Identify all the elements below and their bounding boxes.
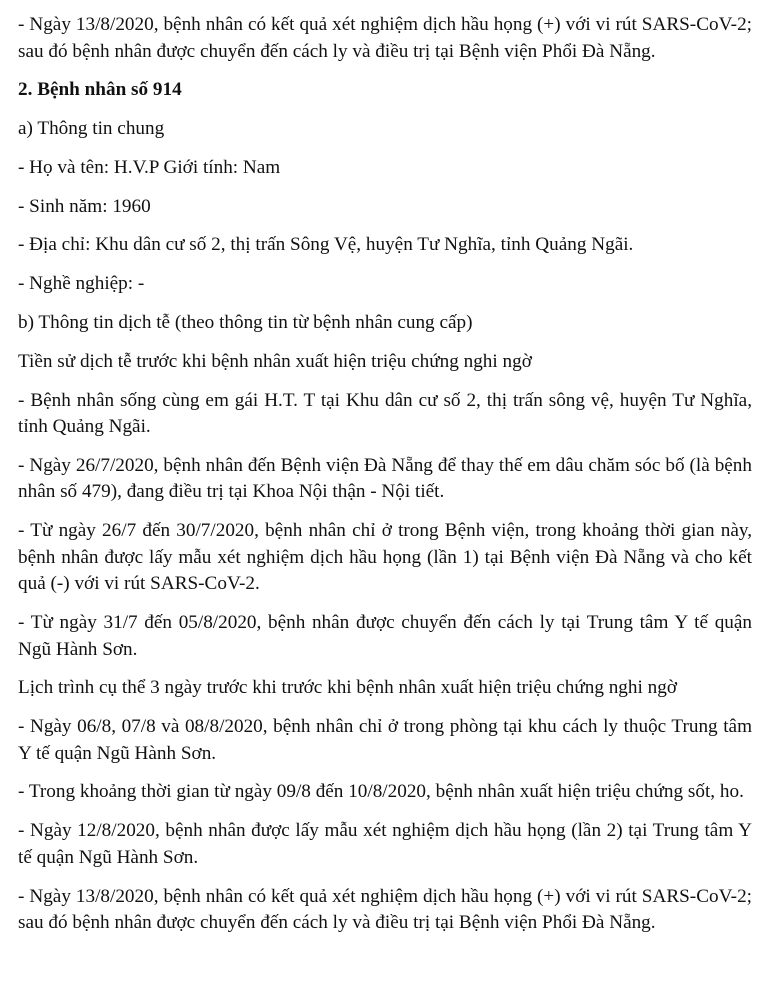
paragraph-hospital-visit: - Ngày 26/7/2020, bệnh nhân đến Bệnh viện Đà Nẵng để thay thế em dâu chăm sóc bố (là bệnh nhân số 479), đang điều trị tại Khoa Nội thận - Nội tiết. (18, 454, 752, 503)
paragraph-second-sample: - Ngày 12/8/2020, bệnh nhân được lấy mẫu xét nghiệm dịch hầu họng (lần 2) tại Trung tâm Y tế quận Ngũ Hành Sơn. (18, 820, 752, 868)
document-page (18, 12, 752, 949)
paragraph-symptoms: - Trong khoảng thời gian từ ngày 09/8 đến 10/8/2020, bệnh nhân xuất hiện triệu chứng sốt, ho. (18, 781, 744, 803)
paragraph-isolation: - Từ ngày 31/7 đến 05/8/2020, bệnh nhân được chuyển đến cách ly tại Trung tâm Y tế quận Ngũ Hành Sơn. (18, 612, 752, 660)
paragraph-room-stay: - Ngày 06/8, 07/8 và 08/8/2020, bệnh nhân chỉ ở trong phòng tại khu cách ly thuộc Trung tâm Y tế quận Ngũ Hành Sơn. (18, 716, 752, 764)
section-heading-patient-914: 2. Bệnh nhân số 914 (18, 79, 182, 101)
subheading-general-info: a) Thông tin chung (18, 118, 165, 140)
field-birth-year: - Sinh năm: 1960 (18, 195, 151, 217)
subheading-epidemiology: b) Thông tin dịch tễ (theo thông tin từ bệnh nhân cung cấp) (18, 312, 473, 334)
field-name-gender: - Họ và tên: H.V.P Giới tính: Nam (18, 156, 281, 178)
paragraph-positive-result: - Ngày 13/8/2020, bệnh nhân có kết quả xét nghiệm dịch hầu họng (+) với vi rút SARS-CoV-2; sau đó bệnh nhân được chuyển đến cách ly và điều trị tại Bệnh viện Phổi Đà Nẵng. (18, 885, 752, 934)
field-occupation: - Nghề nghiệp: - (18, 273, 145, 295)
subheading-schedule: Lịch trình cụ thể 3 ngày trước khi trước khi bệnh nhân xuất hiện triệu chứng nghi ngờ (18, 677, 677, 699)
paragraph-previous-result: - Ngày 13/8/2020, bệnh nhân có kết quả xét nghiệm dịch hầu họng (+) với vi rút SARS-CoV-2; sau đó bệnh nhân được chuyển đến cách ly và điều trị tại Bệnh viện Phổi Đà Nẵng. (18, 14, 752, 62)
subheading-epi-history: Tiền sử dịch tễ trước khi bệnh nhân xuất hiện triệu chứng nghi ngờ (18, 350, 532, 372)
field-address: - Địa chỉ: Khu dân cư số 2, thị trấn Sông Vệ, huyện Tư Nghĩa, tỉnh Quảng Ngãi. (18, 234, 634, 256)
paragraph-living-arrangement: - Bệnh nhân sống cùng em gái H.T. T tại Khu dân cư số 2, thị trấn sông vệ, huyện Tư Nghĩa, tỉnh Quảng Ngãi. (18, 389, 752, 438)
paragraph-hospital-stay: - Từ ngày 26/7 đến 30/7/2020, bệnh nhân chỉ ở trong Bệnh viện, trong khoảng thời gian này, bệnh nhân được lấy mẫu xét nghiệm dịch hầu họng (lần 1) tại Bệnh viện Đà Nẵng và cho kết quả (-) với vi rút SARS-CoV-2. (18, 520, 752, 595)
